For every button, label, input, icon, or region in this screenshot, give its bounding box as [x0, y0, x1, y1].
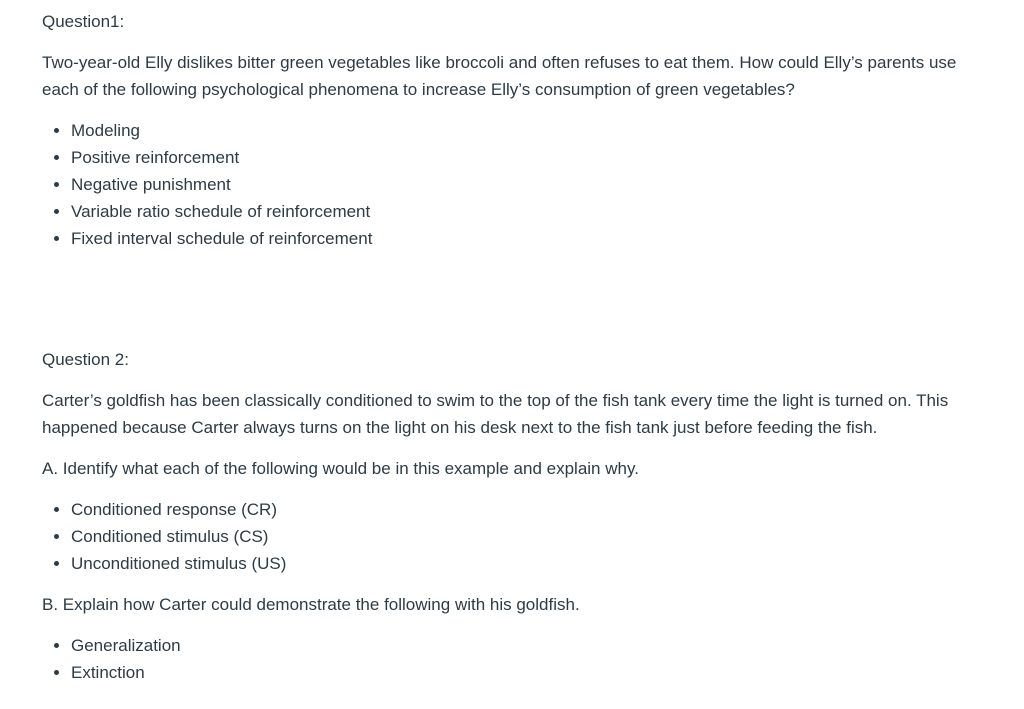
- question-2-part-b-list: [42, 632, 984, 686]
- list-item: • Positive reinforcement: [71, 144, 984, 171]
- question-2-prompt: Carter’s goldfish has been classically conditioned to swim to the top of the fish tank every time the light is turned on. This happened because Carter always turns on the light on his desk next to the fish tank just before feeding the fish.: [42, 391, 949, 437]
- question-1-title: Question1:: [42, 12, 125, 31]
- question-2-part-a-list: [42, 496, 984, 577]
- question-2-part-b-instruction: B. Explain how Carter could demonstrate the following with his goldfish.: [42, 595, 580, 614]
- question-1-section: [42, 8, 984, 252]
- question-2-part-a-instruction: A. Identify what each of the following would be in this example and explain why.: [42, 459, 639, 478]
- question-2-title: Question 2:: [42, 350, 129, 369]
- list-item: • Conditioned stimulus (CS): [71, 523, 984, 550]
- list-item: • Unconditioned stimulus (US): [71, 550, 984, 577]
- list-item: • Fixed interval schedule of reinforcement: [71, 225, 984, 252]
- list-item: • Variable ratio schedule of reinforcement: [71, 198, 984, 225]
- list-item: • Extinction: [71, 659, 984, 686]
- question-1-prompt: Two-year-old Elly dislikes bitter green vegetables like broccoli and often refuses to eat them. How could Elly’s parents use each of the following psychological phenomena to increase Elly’s consumption of green vegetables?: [42, 53, 957, 99]
- list-item: • Conditioned response (CR): [71, 496, 984, 523]
- list-item: • Modeling: [71, 117, 984, 144]
- question-1-list: [42, 117, 984, 252]
- list-item: • Generalization: [71, 632, 984, 659]
- question-2-section: [42, 346, 984, 686]
- list-item: • Negative punishment: [71, 171, 984, 198]
